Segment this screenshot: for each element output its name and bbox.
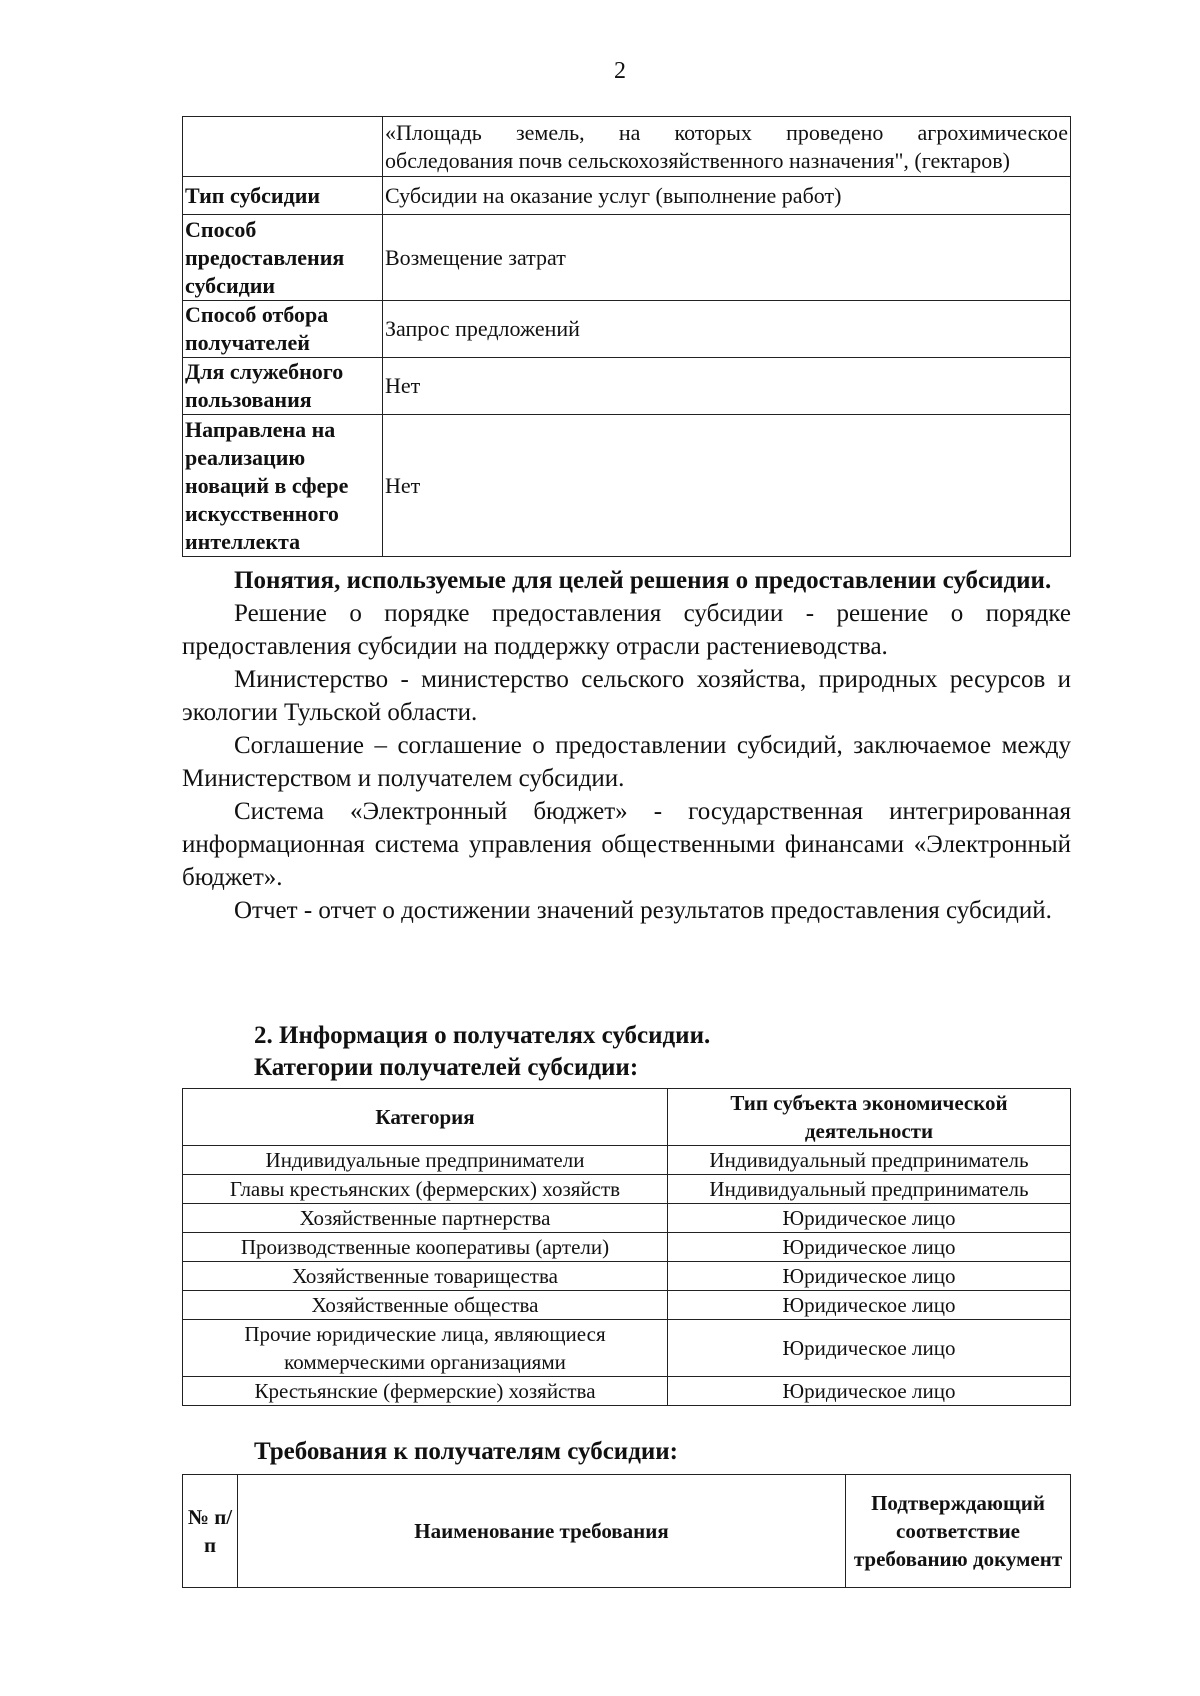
property-value-line: «Площадь земель, на которых проведено агрохимическое [385, 119, 1068, 145]
column-header: № п/п [183, 1475, 238, 1588]
property-label: Направлена на реализацию новаций в сфере искусственного интеллекта [183, 415, 383, 557]
category-cell: Прочие юридические лица, являющиеся коммерческими организациями [183, 1320, 668, 1377]
property-label: Способ отбора получателей [183, 301, 383, 358]
categories-title: Категории получателей субсидии: [254, 1054, 639, 1081]
column-header: Тип субъекта экономической деятельности [668, 1089, 1071, 1146]
table-row [183, 1291, 1071, 1320]
table-header-row [183, 1089, 1071, 1146]
concepts-title: Понятия, используемые для целей решения о предоставлении субсидии. [234, 567, 1052, 594]
paragraph: Министерство - министерство сельского хозяйства, природных ресурсов и экологии Тульской области. [182, 666, 1071, 726]
table-row [183, 177, 1071, 215]
entity-type-cell: Юридическое лицо [668, 1233, 1071, 1262]
paragraph: Соглашение – соглашение о предоставлении субсидий, заключаемое между Министерством и получателем субсидии. [182, 732, 1071, 792]
paragraph: Решение о порядке предоставления субсидии - решение о порядке предоставления субсидии на поддержку отрасли растениеводства. [182, 600, 1071, 660]
entity-type-cell: Индивидуальный предприниматель [668, 1175, 1071, 1204]
section-2-title: 2. Информация о получателях субсидии. [254, 1022, 711, 1049]
requirements-title: Требования к получателям субсидии: [254, 1438, 678, 1465]
property-label: Способ предоставления субсидии [183, 215, 383, 301]
requirements-table [182, 1474, 1071, 1588]
recipient-categories-table [182, 1088, 1071, 1406]
column-header: Подтверждающий соответствие требованию документ [846, 1475, 1071, 1588]
category-cell: Хозяйственные товарищества [183, 1262, 668, 1291]
entity-type-cell: Юридическое лицо [668, 1377, 1071, 1406]
paragraph: Система «Электронный бюджет» - государственная интегрированная информационная система управления общественными финансами «Электронный бюджет». [182, 798, 1071, 891]
property-value: Нет [383, 358, 1071, 415]
property-value: Запрос предложений [383, 301, 1071, 358]
entity-type-cell: Юридическое лицо [668, 1320, 1071, 1377]
entity-type-cell: Юридическое лицо [668, 1262, 1071, 1291]
category-cell: Крестьянские (фермерские) хозяйства [183, 1377, 668, 1406]
column-header: Категория [183, 1089, 668, 1146]
table-row [183, 301, 1071, 358]
table-row [183, 1175, 1071, 1204]
category-cell: Главы крестьянских (фермерских) хозяйств [183, 1175, 668, 1204]
property-value: Нет [383, 415, 1071, 557]
property-value: Субсидии на оказание услуг (выполнение работ) [383, 177, 1071, 215]
category-cell: Хозяйственные партнерства [183, 1204, 668, 1233]
table-row [183, 1233, 1071, 1262]
table-row [183, 1262, 1071, 1291]
entity-type-cell: Юридическое лицо [668, 1204, 1071, 1233]
category-cell: Индивидуальные предприниматели [183, 1146, 668, 1175]
table-row [183, 358, 1071, 415]
property-label [183, 117, 383, 177]
paragraph: Отчет - отчет о достижении значений результатов предоставления субсидий. [234, 897, 1052, 924]
page-number: 2 [614, 58, 626, 84]
subsidy-properties-table [182, 116, 1071, 557]
concepts-section [182, 564, 1071, 927]
column-header: Наименование требования [238, 1475, 846, 1588]
table-row [183, 215, 1071, 301]
entity-type-cell: Индивидуальный предприниматель [668, 1146, 1071, 1175]
table-row [183, 1320, 1071, 1377]
property-label: Тип субсидии [183, 177, 383, 215]
table-row [183, 1146, 1071, 1175]
table-row [183, 1204, 1071, 1233]
table-header-row [183, 1475, 1071, 1588]
category-cell: Производственные кооперативы (артели) [183, 1233, 668, 1262]
property-value [383, 117, 1071, 177]
table-row [183, 117, 1071, 177]
table-row [183, 415, 1071, 557]
category-cell: Хозяйственные общества [183, 1291, 668, 1320]
property-value: Возмещение затрат [383, 215, 1071, 301]
table-row [183, 1377, 1071, 1406]
property-label: Для служебного пользования [183, 358, 383, 415]
entity-type-cell: Юридическое лицо [668, 1291, 1071, 1320]
property-value-line: обследования почв сельскохозяйственного назначения", (гектаров) [385, 147, 1011, 173]
